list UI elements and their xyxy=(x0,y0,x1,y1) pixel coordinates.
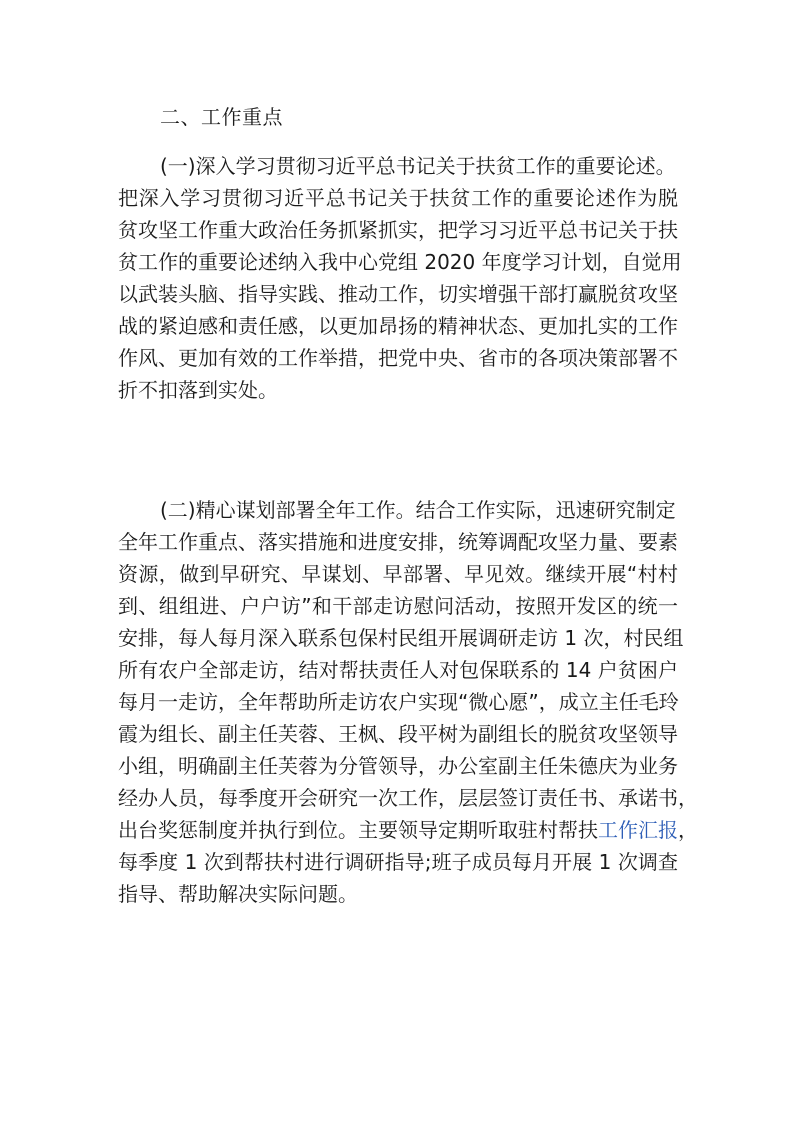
paragraph-line: 指导、帮助解决实际问题。 xyxy=(118,882,358,906)
paragraph-line: 安排，每人每月深入联系包保村民组开展调研走访 1 次，村民组 xyxy=(118,626,684,650)
paragraph-line: 到、组组进、户户访”和干部走访慰问活动，按照开发区的统一 xyxy=(118,594,678,618)
line-text: 出台奖惩制度并执行到位。主要领导定期听取驻村帮扶 xyxy=(118,818,598,842)
work-report-link[interactable]: 工作汇报 xyxy=(598,818,678,842)
section-heading: 二、工作重点 xyxy=(160,105,283,129)
paragraph-line: 折不扣落到实处。 xyxy=(118,378,278,402)
paragraph-line: 作风、更加有效的工作举措，把党中央、省市的各项决策部署不 xyxy=(118,346,678,370)
paragraph-line: 全年工作重点、落实措施和进度安排，统筹调配攻坚力量、要素 xyxy=(118,530,678,554)
paragraph-2 xyxy=(118,494,698,910)
paragraph-line: 战的紧迫感和责任感，以更加昂扬的精神状态、更加扎实的工作 xyxy=(118,314,678,338)
paragraph-line: 每月一走访，全年帮助所走访农户实现“微心愿”，成立主任毛玲 xyxy=(118,690,679,714)
line-text: ， xyxy=(678,818,698,842)
paragraph-line: (一)深入学习贯彻习近平总书记关于扶贫工作的重要论述。 xyxy=(160,154,676,178)
paragraph-line: 以武装头脑、指导实践、推动工作，切实增强干部打赢脱贫攻坚 xyxy=(118,282,678,306)
paragraph-line: 资源，做到早研究、早谋划、早部署、早见效。继续开展“村村 xyxy=(118,562,678,586)
paragraph-1 xyxy=(118,150,682,406)
paragraph-line xyxy=(118,814,698,846)
paragraph-line: 霞为组长、副主任芙蓉、王枫、段平树为副组长的脱贫攻坚领导 xyxy=(118,722,678,746)
paragraph-line: 贫工作的重要论述纳入我中心党组 2020 年度学习计划，自觉用 xyxy=(118,250,682,274)
paragraph-line: 贫攻坚工作重大政治任务抓紧抓实，把学习习近平总书记关于扶 xyxy=(118,218,678,242)
paragraph-line: 经办人员，每季度开会研究一次工作，层层签订责任书、承诺书， xyxy=(118,786,698,810)
paragraph-line: 所有农户全部走访，结对帮扶责任人对包保联系的 14 户贫困户 xyxy=(118,658,678,682)
paragraph-line: 每季度 1 次到帮扶村进行调研指导;班子成员每月开展 1 次调查 xyxy=(118,850,678,874)
paragraph-line: (二)精心谋划部署全年工作。结合工作实际，迅速研究制定 xyxy=(160,498,676,522)
paragraph-line: 把深入学习贯彻习近平总书记关于扶贫工作的重要论述作为脱 xyxy=(118,186,678,210)
paragraph-line: 小组，明确副主任芙蓉为分管领导，办公室副主任朱德庆为业务 xyxy=(118,754,678,778)
